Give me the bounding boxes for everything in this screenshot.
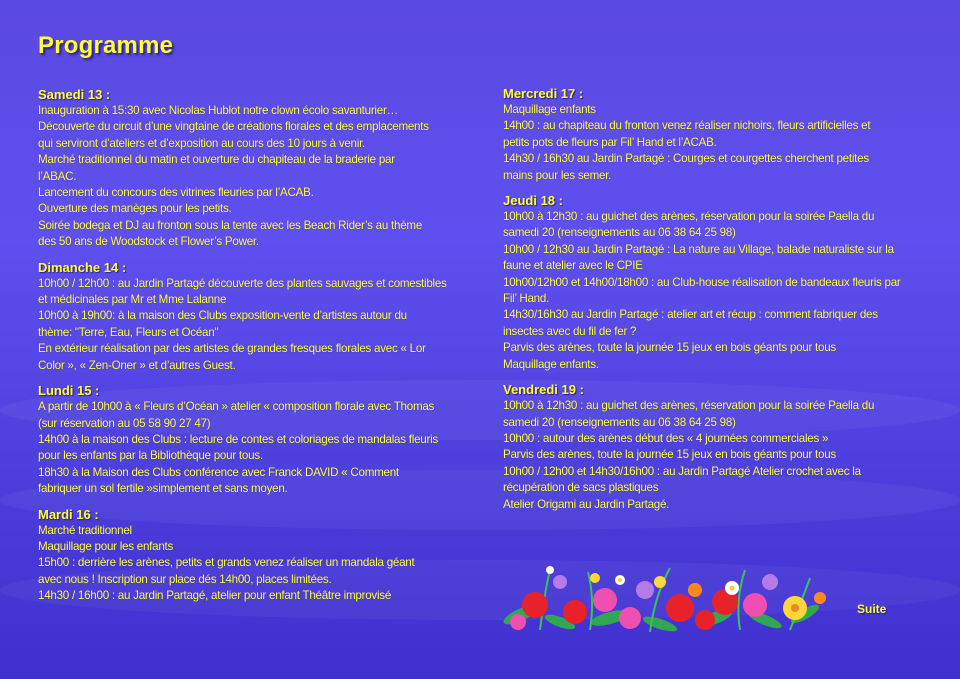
program-line: mains pour les semer. bbox=[503, 168, 612, 182]
program-line: Inauguration à 15:30 avec Nicolas Hublot notre clown écolo savanturier… bbox=[38, 104, 398, 117]
day-heading: Mercredi 17 : bbox=[503, 86, 584, 101]
day-heading: Lundi 15 : bbox=[38, 383, 100, 399]
right-column bbox=[503, 86, 943, 522]
program-line: Lancement du concours des vitrines fleuries par l’ACAB. bbox=[38, 186, 314, 200]
program-line: Marché traditionnel bbox=[38, 523, 132, 537]
program-line: 14h30 / 16h00 : au Jardin Partagé, atelier pour enfant Théâtre improvisé bbox=[38, 589, 392, 603]
program-line: 10h00 / 12h30 au Jardin Partagé : La nature au Village, balade naturaliste sur la bbox=[503, 242, 894, 256]
day-block-samedi bbox=[38, 87, 470, 251]
program-line: 10h00 / 12h00 et 14h30/16h00 : au Jardin Partagé Atelier crochet avec la bbox=[503, 464, 861, 478]
day-block-mardi bbox=[38, 507, 470, 605]
program-line: 10h00 / 12h00 : au Jardin Partagé découverte des plantes sauvages et comestibles bbox=[38, 276, 447, 290]
program-line: 10h00/12h00 et 14h00/18h00 : au Club-house réalisation de bandeaux fleuris par bbox=[503, 275, 901, 289]
program-line: En extérieur réalisation par des artistes de grandes fresques florales avec « Lor bbox=[38, 342, 426, 356]
program-line: 14h30 / 16h30 au Jardin Partagé : Courges et courgettes cherchent petites bbox=[503, 152, 869, 166]
day-block-vendredi bbox=[503, 382, 943, 513]
day-heading: Vendredi 19 : bbox=[503, 382, 584, 398]
program-line: 14h00 à la maison des Clubs : lecture de contes et coloriages de mandalas fleuris bbox=[38, 432, 438, 446]
program-line: samedi 20 (renseignements au 06 38 64 25 98) bbox=[503, 415, 736, 429]
program-line: (sur réservation au 05 58 90 27 47) bbox=[38, 416, 211, 430]
program-line: Color », « Zen-Oner » et d’autres Guest. bbox=[38, 358, 236, 372]
day-heading: Jeudi 18 : bbox=[503, 193, 563, 209]
program-line: avec nous ! Inscription sur place dés 14h00, places limitées. bbox=[38, 572, 332, 586]
program-line: des 50 ans de Woodstock et Flower’s Power. bbox=[38, 235, 259, 249]
program-line: 10h00 : autour des arènes début des « 4 journées commerciales » bbox=[503, 431, 829, 445]
program-line: faune et atelier avec le CPIE bbox=[503, 259, 643, 273]
program-line: 18h30 à la Maison des Clubs conférence avec Franck DAVID « Comment bbox=[38, 465, 399, 479]
program-line: A partir de 10h00 à « Fleurs d’Océan » atelier « composition florale avec Thomas bbox=[38, 400, 435, 414]
program-line: Fil’ Hand. bbox=[503, 292, 550, 306]
program-line: 10h00 à 19h00: à la maison des Clubs exposition-vente d’artistes autour du bbox=[38, 309, 407, 323]
program-line: Parvis des arènes, toute la journée 15 jeux en bois géants pour tous bbox=[503, 448, 836, 462]
program-line: Marché traditionnel du matin et ouverture du chapiteau de la braderie par bbox=[38, 153, 395, 167]
program-line: Atelier Origami au Jardin Partagé. bbox=[503, 497, 670, 511]
program-line: samedi 20 (renseignements au 06 38 64 25 98) bbox=[503, 226, 736, 240]
program-line: qui serviront d’ateliers et d’exposition au cours des 10 jours à venir. bbox=[38, 136, 366, 150]
program-line: 10h00 à 12h30 : au guichet des arènes, réservation pour la soirée Paella du bbox=[503, 210, 875, 224]
program-line: 15h00 : derrière les arènes, petits et grands venez réaliser un mandala géant bbox=[38, 556, 415, 570]
program-line: Maquillage enfants. bbox=[503, 357, 599, 371]
program-line: petits pots de fleurs par Fil’ Hand et l’ACAB. bbox=[503, 135, 717, 149]
program-line: Ouverture des manèges pour les petits. bbox=[38, 202, 232, 216]
program-line: Soirée bodega et DJ au fronton sous la tente avec les Beach Rider’s au thème bbox=[38, 218, 423, 232]
program-line: Maquillage pour les enfants bbox=[38, 539, 174, 553]
program-line: Maquillage enfants bbox=[503, 103, 596, 116]
program-line: pour les enfants par la Bibliothèque pour tous. bbox=[38, 449, 263, 463]
day-block-mercredi bbox=[503, 86, 943, 184]
day-block-lundi bbox=[38, 383, 470, 497]
program-line: 10h00 à 12h30 : au guichet des arènes, réservation pour la soirée Paella du bbox=[503, 399, 875, 413]
flower-bouquet-icon bbox=[500, 560, 840, 640]
program-line: Parvis des arènes, toute la journée 15 jeux en bois géants pour tous bbox=[503, 341, 836, 355]
day-block-jeudi bbox=[503, 193, 943, 373]
program-line: et médicinales par Mr et Mme Lalanne bbox=[38, 293, 227, 307]
program-line: fabriquer un sol fertile »simplement et sans moyen. bbox=[38, 482, 288, 496]
day-block-dimanche bbox=[38, 260, 470, 374]
program-line: insectes avec du fil de fer ? bbox=[503, 324, 637, 338]
day-heading: Dimanche 14 : bbox=[38, 259, 127, 275]
program-line: récupération de sacs plastiques bbox=[503, 481, 659, 495]
program-line: 14h00 : au chapiteau du fronton venez réaliser nichoirs, fleurs artificielles et bbox=[503, 119, 871, 133]
day-heading: Samedi 13 : bbox=[38, 87, 111, 102]
program-line: thème: "Terre, Eau, Fleurs et Océan" bbox=[38, 325, 219, 339]
day-heading: Mardi 16 : bbox=[38, 506, 99, 522]
program-line: 14h30/16h30 au Jardin Partagé : atelier art et récup : comment fabriquer des bbox=[503, 308, 878, 322]
program-line: l’ABAC. bbox=[38, 169, 77, 183]
program-line: Découverte du circuit d’une vingtaine de créations florales et des emplacements bbox=[38, 120, 429, 134]
left-column bbox=[38, 87, 470, 614]
suite-link[interactable]: Suite bbox=[857, 602, 887, 616]
page-title: Programme bbox=[38, 32, 174, 59]
